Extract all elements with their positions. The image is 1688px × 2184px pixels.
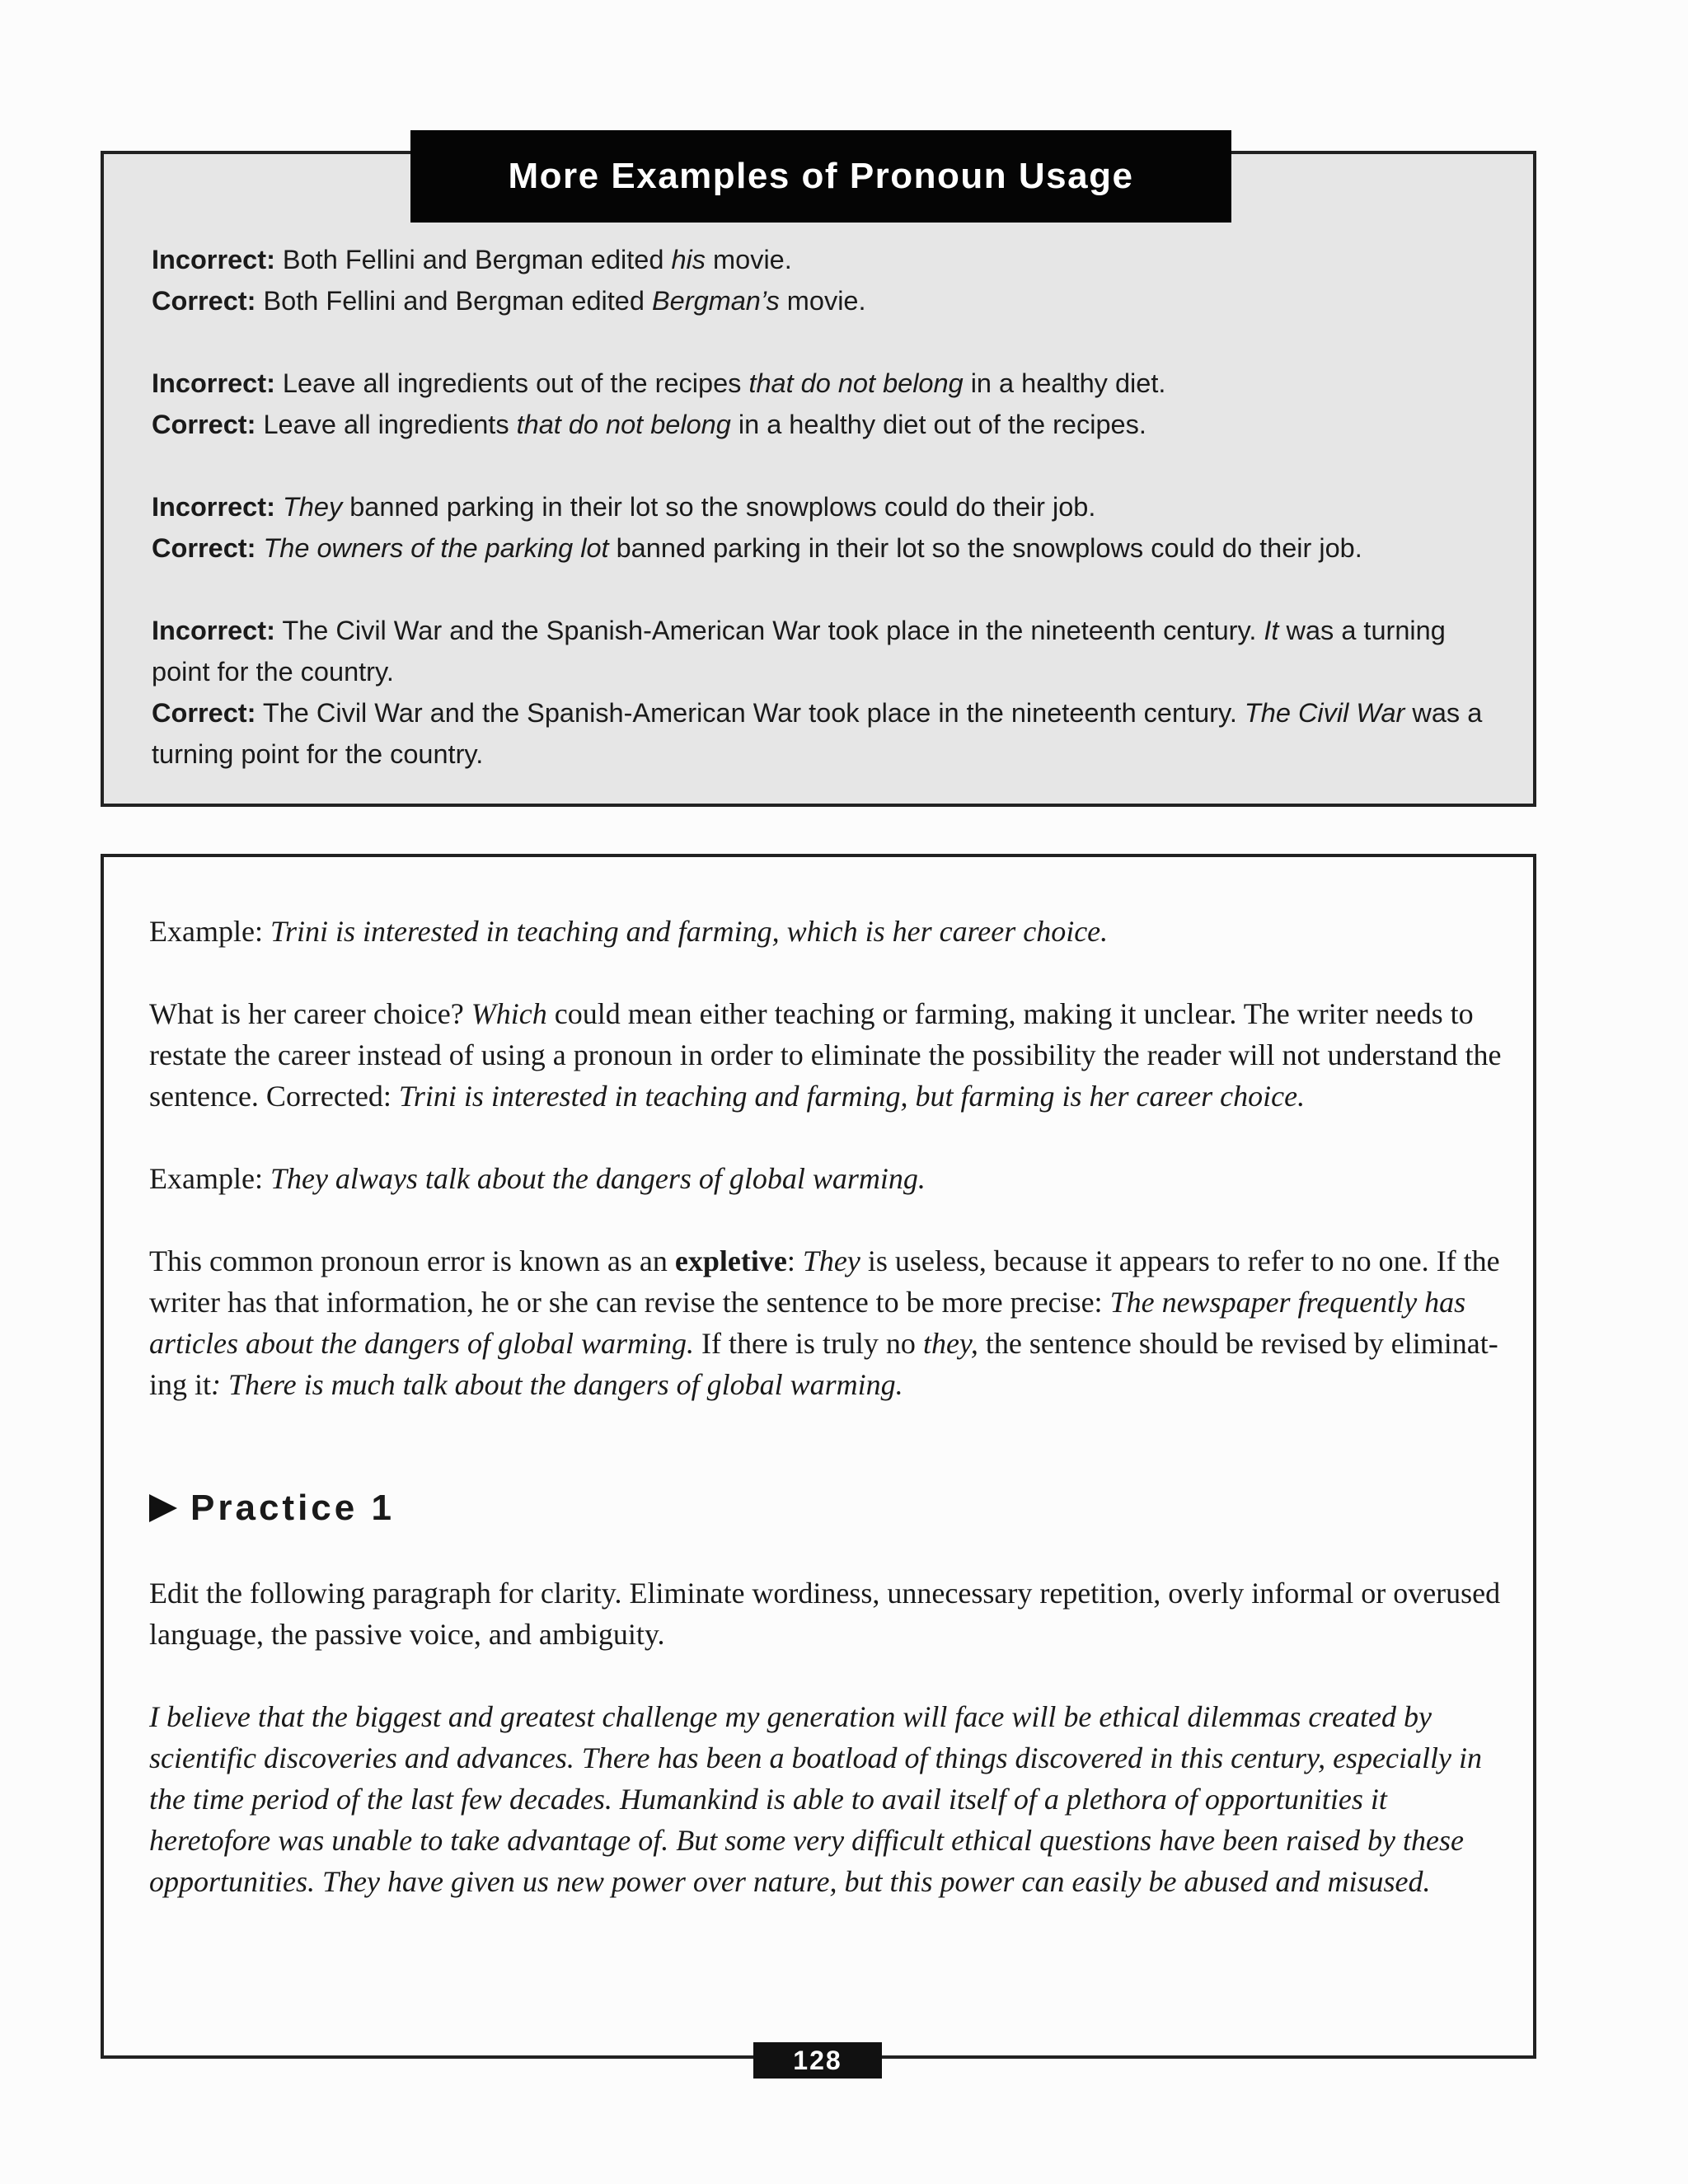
correct-label: Correct: [152, 533, 256, 563]
italic-run: Trini is interested in teaching and farming, but farming is her career choice. [398, 1080, 1306, 1113]
text-run: in a healthy diet out of the recipes. [730, 410, 1146, 439]
practice-paragraph [149, 1696, 1509, 1902]
text-run: Leave all ingredients out of the recipes [274, 368, 749, 398]
example-sentence: Trini is interested in teaching and farming, which is her career choice. [270, 915, 1109, 948]
text-run: banned parking in their lot so the snowplows could do their job. [342, 492, 1096, 522]
italic-run: : There is much talk about the dangers of global warming. [211, 1368, 903, 1401]
italic-run: It [1264, 616, 1279, 645]
incorrect-line [152, 239, 1503, 280]
correct-label: Correct: [152, 286, 256, 316]
correct-line [152, 527, 1503, 569]
text-run: The Civil War and the Spanish-American War took place in the nineteenth century. [256, 698, 1245, 728]
text-run: This common pronoun error is known as an [149, 1244, 675, 1277]
correct-line [152, 692, 1503, 775]
practice-instructions: Edit the following paragraph for clarity. Eliminate wordiness, unnecessary repetition, overly informal or overused language, the passive voice, and ambiguity. [149, 1577, 1501, 1651]
text-run: The Civil War and the Spanish-American War took place in the nineteenth century. [274, 616, 1264, 645]
example-label: Example: [149, 1162, 270, 1195]
correct-label: Correct: [152, 698, 256, 728]
example-pair-4 [152, 610, 1503, 775]
text-run: was a turning point for the country. [152, 616, 1446, 687]
correct-label: Correct: [152, 410, 256, 439]
example-sentence: They always talk about the dangers of global warming. [270, 1162, 926, 1195]
text-run: banned parking in their lot so the snowplows could do their job. [608, 533, 1362, 563]
italic-run: They [282, 492, 343, 522]
explanation-2 [149, 1240, 1509, 1405]
text-run: could mean either teaching or farming, making it unclear. The writer needs to restate the career instead of using a pronoun in order to eliminate the possibility the reader will not understand the sentence. Corrected: [149, 997, 1502, 1113]
incorrect-label: Incorrect: [152, 368, 275, 398]
italic-run: The owners of the parking lot [263, 533, 609, 563]
example-pair-1 [152, 239, 1503, 321]
text-run: Both Fellini and Bergman edited [274, 245, 672, 274]
text-run: Leave all ingredients [256, 410, 517, 439]
practice-body [149, 1572, 1509, 1943]
practice-paragraph-text: I believe that the biggest and greatest challenge my generation will face will be ethical dilemmas created by scientific discoveries and advances. There has been a boatload of things discovered in this century, especially in the time period of the last few decades. Humankind is able to avail itself of a plethora of opportunities it heretofore was unable to take advantage of. But some very difficult ethical questions have been raised by these opportunities. They have given us new power over nature, but this power can easily be abused and misused. [149, 1700, 1482, 1898]
page-number: 128 [753, 2042, 882, 2079]
text-run: If there is truly no [694, 1327, 923, 1360]
example-1 [149, 911, 1509, 952]
text-run: movie. [779, 286, 866, 316]
text-run [275, 492, 283, 522]
text-run: the sentence should be revised by eliminating it [149, 1327, 1498, 1401]
example-label: Example: [149, 915, 270, 948]
text-run: : [786, 1244, 803, 1277]
practice-heading [149, 1483, 395, 1533]
incorrect-label: Incorrect: [152, 245, 275, 274]
italic-run: that do not belong [748, 368, 964, 398]
correct-line [152, 280, 1503, 321]
explanation-1 [149, 993, 1509, 1117]
example-pair-3 [152, 486, 1503, 569]
italic-run: Which [471, 997, 547, 1030]
italic-run: The newspaper frequently has articles about the dangers of global warming. [149, 1286, 1466, 1360]
examples-list [152, 239, 1503, 775]
text-run: in a healthy diet. [963, 368, 1166, 398]
practice-title: Practice 1 [190, 1488, 395, 1528]
correct-line [152, 404, 1503, 445]
text-run: movie. [706, 245, 792, 274]
example-pair-2 [152, 363, 1503, 445]
text-run: What is her career choice? [149, 997, 471, 1030]
triangle-arrow-icon [149, 1494, 177, 1522]
incorrect-line [152, 610, 1503, 692]
bold-term: expletive [674, 1244, 787, 1277]
text-run: is useless, because it appears to refer to no one. If the writer has that information, he or she can revise the sentence to be more precise: [149, 1244, 1500, 1319]
examples-box-title: More Examples of Pronoun Usage [410, 130, 1231, 223]
italic-run: Bergman’s [652, 286, 780, 316]
incorrect-line [152, 363, 1503, 404]
incorrect-label: Incorrect: [152, 492, 275, 522]
main-body-text [149, 911, 1509, 1446]
text-run: was a turning point for the country. [152, 698, 1483, 769]
italic-run: they, [922, 1327, 978, 1360]
italic-run: that do not belong [516, 410, 731, 439]
incorrect-label: Incorrect: [152, 616, 275, 645]
example-2 [149, 1158, 1509, 1199]
text-run: Both Fellini and Bergman edited [256, 286, 652, 316]
italic-run: The Civil War [1244, 698, 1405, 728]
incorrect-line [152, 486, 1503, 527]
italic-run: They [802, 1244, 860, 1277]
italic-run: his [671, 245, 706, 274]
